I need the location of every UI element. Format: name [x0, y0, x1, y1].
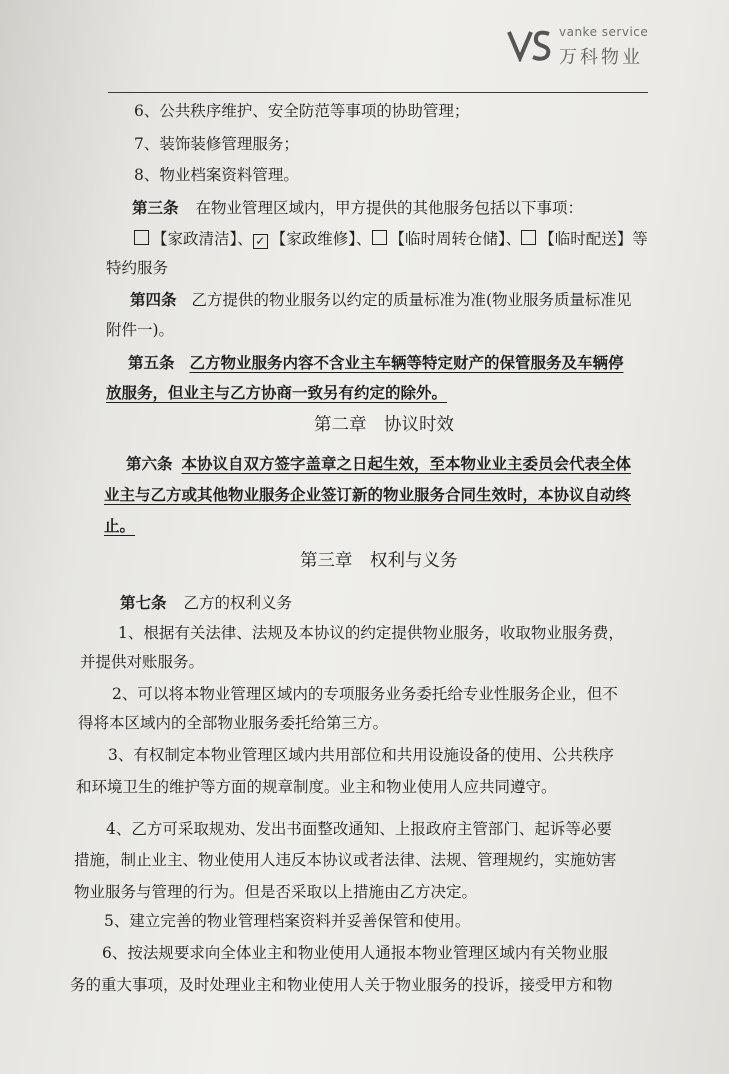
article-5: [128, 355, 623, 372]
item-6-line-1: 6、按法规要求向全体业主和物业使用人通报本物业管理区域内有关物业服: [102, 944, 608, 962]
item-3-line-1: 3、有权制定本物业管理区域内共用部位和共用设施设备的使用、公共秩序: [108, 746, 614, 764]
header-divider: [108, 92, 648, 93]
item-7-line: 7、装饰装修管理服务；: [134, 135, 299, 153]
article-4-label: 第四条: [130, 290, 177, 309]
article-3-text: 在物业管理区域内，甲方提供的其他服务包括以下事项：: [195, 199, 583, 217]
option-temp-storage: 【临时周转仓储】、: [389, 230, 522, 248]
logo-english-text: vanke service: [559, 25, 649, 39]
item-8-line: 8、物业档案资料管理。: [134, 166, 299, 184]
article-7-text: 乙方的权利义务: [183, 594, 292, 612]
special-services-line: 特约服务: [106, 259, 169, 277]
item-6-line-2: 务的重大事项，及时处理业主和物业使用人关于物业服务的投诉，接受甲方和物: [70, 976, 613, 994]
item-4-line-3: 物业服务与管理的行为。但是否采取以上措施由乙方决定。: [74, 883, 478, 901]
chapter-3-title: 第三章 权利与义务: [300, 551, 458, 571]
article-4-continued: 附件一)。: [106, 321, 175, 339]
article-4: [130, 292, 632, 309]
checkbox-temp-delivery: [521, 230, 536, 245]
vanke-logo: [507, 18, 657, 68]
article-6-text: 本协议自双方签字盖章之日起生效，至本物业业主委员会代表全体: [181, 454, 631, 473]
logo-chinese-text: 万科物业: [559, 47, 643, 68]
article-6-label: 第六条: [126, 454, 173, 473]
special-services-options: [134, 230, 648, 249]
item-2-line-2: 得将本区域内的全部物业服务委托给第三方。: [78, 714, 389, 732]
article-5-continued: 放服务，但业主与乙方协商一致另有约定的除外。: [106, 383, 448, 402]
item-1-line-2: 并提供对账服务。: [80, 653, 205, 671]
vs-logo-icon: [507, 28, 553, 62]
option-housekeeping-cleaning: 【家政清洁】、: [152, 230, 253, 248]
item-2-line-1: 2、可以将本物业管理区域内的专项服务业务委托给专业性服务企业，但不: [112, 685, 618, 703]
item-4-line-1: 4、乙方可采取规劝、发出书面整改通知、上报政府主管部门、起诉等必要: [106, 820, 612, 838]
item-4-line-2: 措施，制止业主、物业使用人违反本协议或者法律、法规、管理规约，实施妨害: [74, 851, 617, 869]
article-7-label: 第七条: [120, 593, 167, 612]
article-6: [126, 456, 631, 473]
article-3: [132, 200, 583, 217]
article-3-label: 第三条: [132, 198, 179, 217]
article-5-label: 第五条: [128, 353, 175, 372]
article-5-text: 乙方物业服务内容不含业主车辆等特定财产的保管服务及车辆停: [189, 353, 624, 372]
chapter-2-title: 第二章 协议时效: [314, 415, 454, 435]
option-temp-delivery: 【临时配送】等: [539, 230, 648, 248]
checkbox-housekeeping-cleaning: [134, 230, 149, 245]
item-1-line-1: 1、根据有关法律、法规及本协议的约定提供物业服务，收取物业服务费，: [118, 624, 624, 642]
item-5-line: 5、建立完善的物业管理档案资料并妥善保管和使用。: [104, 912, 471, 930]
option-housekeeping-repair: 【家政维修】、: [270, 230, 372, 248]
item-3-line-2: 和环境卫生的维护等方面的规章制度。业主和物业使用人应共同遵守。: [76, 778, 557, 796]
checkbox-housekeeping-repair: ✓: [253, 234, 268, 249]
article-6-continued-2: 止。: [104, 516, 136, 535]
checkbox-temp-storage: [372, 230, 387, 245]
item-6-line: 6、公共秩序维护、安全防范等事项的协助管理；: [134, 102, 470, 120]
article-7: [120, 595, 292, 612]
article-4-text: 乙方提供的物业服务以约定的质量标准为准(物业服务质量标准见: [191, 291, 632, 309]
article-6-continued-1: 业主与乙方或其他物业服务企业签订新的物业服务合同生效时，本协议自动终: [104, 485, 632, 504]
